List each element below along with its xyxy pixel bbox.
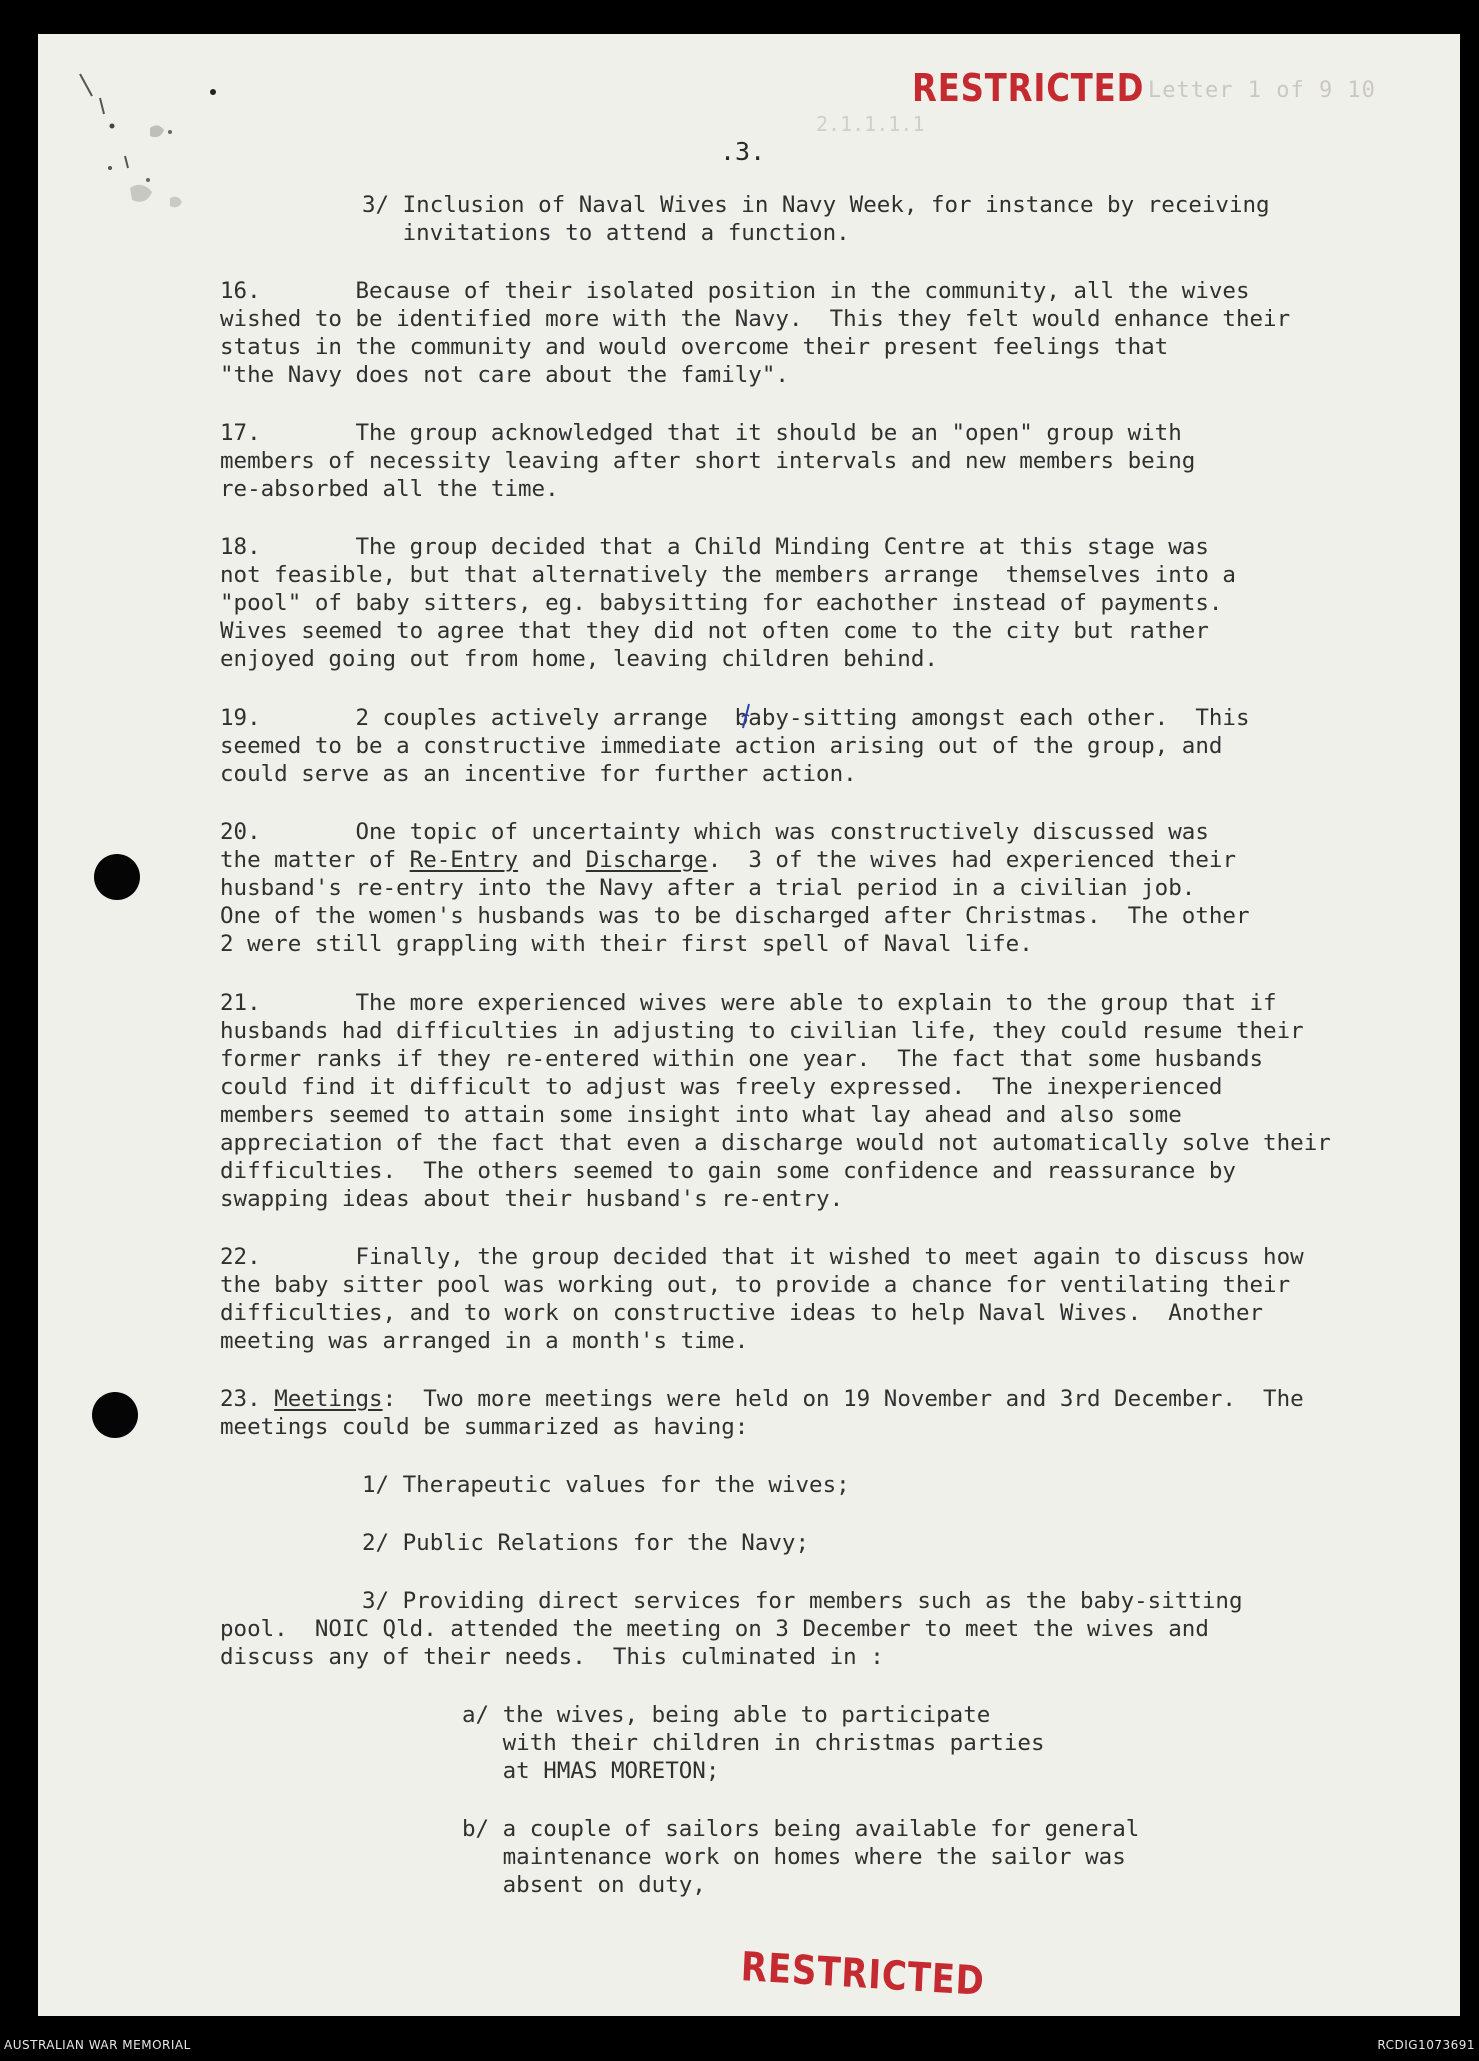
sub-item-a-line: at HMAS MORETON; xyxy=(462,1758,720,1784)
paragraph-17-line: 17. The group acknowledged that it should be an "open" group with xyxy=(220,420,1182,446)
underlined-term-re-entry: Re-Entry xyxy=(409,847,519,873)
restricted-stamp-top: RESTRICTED xyxy=(912,66,1145,110)
list-item-line: discuss any of their needs. This culminated in : xyxy=(220,1644,884,1670)
sub-item-b-line: maintenance work on homes where the sailor was xyxy=(462,1844,1126,1870)
paragraph-19-line: 19. 2 couples actively arrange baby-sitting amongst each other. This xyxy=(220,705,1250,731)
paragraph-17-line: re-absorbed all the time. xyxy=(220,476,559,502)
list-item-line: pool. NOIC Qld. attended the meeting on 3 December to meet the wives and xyxy=(220,1616,1209,1642)
restricted-stamp-bottom: RESTRICTED xyxy=(739,1944,986,2005)
paragraph-22-line: the baby sitter pool was working out, to provide a chance for ventilating their xyxy=(220,1272,1291,1298)
handwritten-correction-mark xyxy=(740,703,752,729)
paragraph-21-line: members seemed to attain some insight into what lay ahead and also some xyxy=(220,1102,1182,1128)
paragraph-19-line: could serve as an incentive for further action. xyxy=(220,761,857,787)
paragraph-21-line: appreciation of the fact that even a discharge would not automatically solve their xyxy=(220,1130,1331,1156)
sub-item-a-line: a/ the wives, being able to participate xyxy=(462,1702,991,1728)
paragraph-18-line: 18. The group decided that a Child Minding Centre at this stage was xyxy=(220,534,1209,560)
faint-show-through-text: Letter 1 of 9 10 xyxy=(1148,78,1376,103)
list-item-line: 3/ Inclusion of Naval Wives in Navy Week, for instance by receiving xyxy=(362,192,1270,218)
underlined-term-discharge: Discharge xyxy=(585,847,708,873)
paragraph-19-line: seemed to be a constructive immediate action arising out of the group, and xyxy=(220,733,1223,759)
list-item-line: 1/ Therapeutic values for the wives; xyxy=(362,1472,850,1498)
sub-item-b-line: b/ a couple of sailors being available for general xyxy=(462,1816,1140,1842)
paragraph-18-line: Wives seemed to agree that they did not often come to the city but rather xyxy=(220,618,1209,644)
punch-hole-lower xyxy=(92,1392,138,1438)
paragraph-16-line: status in the community and would overcome their present feelings that xyxy=(220,334,1169,360)
sub-item-a-line: with their children in christmas parties xyxy=(462,1730,1045,1756)
list-item-line: invitations to attend a function. xyxy=(362,220,850,246)
meetings-heading: Meetings xyxy=(274,1386,383,1412)
paragraph-18-line: not feasible, but that alternatively the members arrange themselves into a xyxy=(220,562,1236,588)
text-run: and xyxy=(518,847,586,873)
list-item-line: 3/ Providing direct services for members such as the baby-sitting xyxy=(362,1588,1243,1614)
paragraph-16-line: 16. Because of their isolated position in the community, all the wives xyxy=(220,278,1250,304)
paragraph-21-line: husbands had difficulties in adjusting to civilian life, they could resume their xyxy=(220,1018,1304,1044)
punch-hole-upper xyxy=(94,854,140,900)
paragraph-21-line: swapping ideas about their husband's re-entry. xyxy=(220,1186,844,1212)
paragraph-20-line xyxy=(220,846,1236,874)
paragraph-21-line: difficulties. The others seemed to gain some confidence and reassurance by xyxy=(220,1158,1236,1184)
text-run: . 3 of the wives had experienced their xyxy=(707,847,1236,873)
paragraph-16-line: "the Navy does not care about the family". xyxy=(220,362,789,388)
paragraph-21-line: former ranks if they re-entered within one year. The fact that some husbands xyxy=(220,1046,1264,1072)
paragraph-21-line: could find it difficult to adjust was freely expressed. The inexperienced xyxy=(220,1074,1223,1100)
paragraph-21-line: 21. The more experienced wives were able to explain to the group that if xyxy=(220,990,1277,1016)
paragraph-23-line xyxy=(220,1385,1304,1413)
paper-damage-marks xyxy=(70,68,220,228)
paragraph-number: 23. xyxy=(220,1386,275,1412)
paragraph-20-line: 20. One topic of uncertainty which was constructively discussed was xyxy=(220,819,1209,845)
paragraph-23-line: meetings could be summarized as having: xyxy=(220,1414,749,1440)
paragraph-17-line: members of necessity leaving after short intervals and new members being xyxy=(220,448,1196,474)
paragraph-18-line: enjoyed going out from home, leaving children behind. xyxy=(220,646,938,672)
paragraph-22-line: difficulties, and to work on constructive ideas to help Naval Wives. Another xyxy=(220,1300,1264,1326)
archive-credit: AUSTRALIAN WAR MEMORIAL xyxy=(4,2038,191,2052)
paragraph-22-line: 22. Finally, the group decided that it wished to meet again to discuss how xyxy=(220,1244,1304,1270)
paragraph-20-line: One of the women's husbands was to be discharged after Christmas. The other xyxy=(220,903,1250,929)
paragraph-20-line: husband's re-entry into the Navy after a trial period in a civilian job. xyxy=(220,875,1196,901)
list-item-line: 2/ Public Relations for the Navy; xyxy=(362,1530,810,1556)
faint-show-through-text: 2.1.1.1.1 xyxy=(816,112,925,136)
page-number: .3. xyxy=(720,137,766,166)
sub-item-b-line: absent on duty, xyxy=(462,1872,706,1898)
paragraph-22-line: meeting was arranged in a month's time. xyxy=(220,1328,749,1354)
text-run: the matter of xyxy=(220,847,410,873)
text-run: : Two more meetings were held on 19 November and 3rd December. The xyxy=(382,1386,1304,1412)
paragraph-18-line: "pool" of baby sitters, eg. babysitting for eachother instead of payments. xyxy=(220,590,1223,616)
paragraph-16-line: wished to be identified more with the Navy. This they felt would enhance their xyxy=(220,306,1291,332)
archive-id: RCDIG1073691 xyxy=(1377,2038,1475,2052)
paragraph-20-line: 2 were still grappling with their first spell of Naval life. xyxy=(220,931,1033,957)
